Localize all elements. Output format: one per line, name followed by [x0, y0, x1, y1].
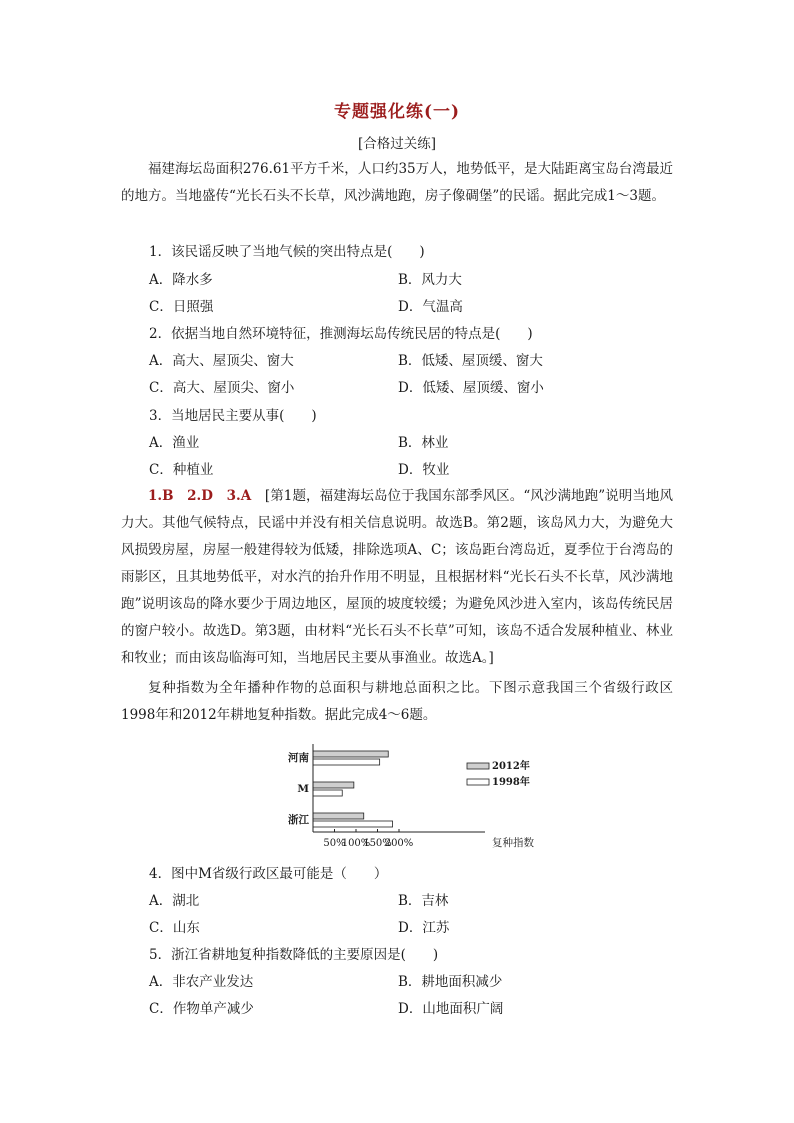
question-2-option-a: A．高大、屋顶尖、窗大 [149, 353, 294, 369]
question-5-option-b: B．耕地面积减少 [398, 974, 503, 990]
section-subtitle: [合格过关练] [357, 136, 437, 152]
question-3-option-d: D．牧业 [398, 462, 450, 478]
question-5-option-d: D．山地面积广阔 [398, 1001, 504, 1017]
chart-bar-1998 [313, 759, 380, 765]
chart-x-tick-label: 100% [341, 838, 371, 849]
question-3-option-c: C．种植业 [149, 462, 214, 478]
chart-x-axis-label: 复种指数 [492, 837, 534, 849]
question-4-option-a: A．湖北 [149, 893, 200, 909]
page-title: 专题强化练(一) [333, 102, 461, 122]
answer-key: 1.B 2.D 3.A [148, 488, 252, 504]
question-4-option-c: C．山东 [149, 920, 200, 936]
question-2-stem: 2．依据当地自然环境特征，推测海坛岛传统民居的特点是( ) [149, 326, 533, 342]
intro-paragraph-2: 复种指数为全年播种作物的总面积与耕地总面积之比。下图示意我国三个省级行政区1998年和2012年耕地复种指数。据此完成4～6题。 [121, 680, 673, 723]
question-2-option-d: D．低矮、屋顶缓、窗小 [398, 380, 544, 396]
question-1-option-b: B．风力大 [398, 272, 462, 288]
question-3-option-b: B．林业 [398, 435, 449, 451]
chart-bar-1998 [313, 790, 342, 796]
question-3-option-a: A．渔业 [149, 435, 200, 451]
question-2-option-c: C．高大、屋顶尖、窗小 [149, 380, 295, 396]
chart-category-label: 河南 [288, 752, 309, 764]
question-1-option-d: D．气温高 [398, 299, 463, 315]
legend-swatch [467, 779, 489, 785]
answer-explanation [121, 483, 673, 672]
chart-x-tick-label: 200% [384, 838, 414, 849]
question-1-option-a: A．降水多 [149, 272, 213, 288]
intro-paragraph-1: 福建海坛岛面积276.61平方千米，人口约35万人，地势低平，是大陆距离宝岛台湾最近的地方。当地盛传“光长石头不长草，风沙满地跑，房子像碉堡”的民谣。据此完成1～3题。 [121, 161, 673, 204]
question-4-option-b: B．吉林 [398, 893, 449, 909]
chart-bar-2012 [313, 813, 364, 819]
question-5-option-c: C．作物单产减少 [149, 1001, 254, 1017]
legend-label: 1998年 [492, 777, 530, 788]
chart-bar-1998 [313, 821, 393, 827]
chart-x-tick-label: 50% [323, 838, 346, 849]
question-1-option-c: C．日照强 [149, 299, 214, 315]
legend-label: 2012年 [492, 761, 530, 772]
explanation-text: [第1题，福建海坛岛位于我国东部季风区。“风沙满地跑”说明当地风力大。其他气候特点，民谣中并没有相关信息说明。故选B。第2题，该岛风力大，为避免大风损毁房屋，房屋一般建得较为低矮，排除选项A、C；该岛距台湾岛近，夏季位于台湾岛的雨影区，且其地势低平，对水汽的抬升作用不明显，且根据材料“光长石头不长草，风沙满地跑”说明该岛的降水要少于周边地区，屋顶的坡度较缓；为避免风沙进入室内，该岛传统民居的窗户较小。故选D。第3题，由材料“光长石头不长草”可知，该岛不适合发展种植业、林业和牧业；而由该岛临海可知，当地居民主要从事渔业。故选A。] [121, 488, 674, 666]
question-4-stem: 4．图中M省级行政区最可能是（ ） [149, 866, 388, 882]
question-2-option-b: B．低矮、屋顶缓、窗大 [398, 353, 543, 369]
question-5-option-a: A．非农产业发达 [149, 974, 254, 990]
chart-category-label: M [297, 783, 309, 795]
chart-bar-2012 [313, 782, 354, 788]
question-3-stem: 3．当地居民主要从事( ) [149, 408, 317, 424]
chart-x-tick-label: 150% [363, 838, 392, 849]
chart-category-label: 浙江 [288, 814, 309, 826]
question-5-stem: 5．浙江省耕地复种指数降低的主要原因是( ) [149, 947, 439, 963]
multiple-cropping-index-chart [280, 740, 550, 852]
question-4-option-d: D．江苏 [398, 920, 450, 936]
legend-swatch [467, 763, 489, 769]
chart-bar-2012 [313, 751, 388, 757]
question-1-stem: 1．该民谣反映了当地气候的突出特点是( ) [149, 244, 425, 260]
